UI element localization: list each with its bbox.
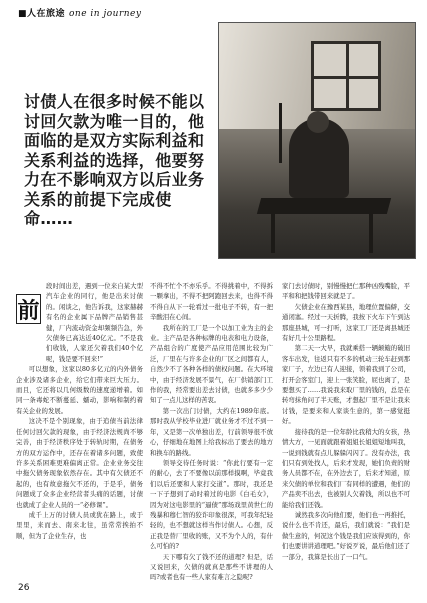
column-1 xyxy=(16,281,143,541)
paragraph: 成千上万的讨债人员或犹在路上，或于里里，来而去、南来北往，虽常常挨拍不顺，但为了企业生存，也 xyxy=(16,510,143,540)
paragraph: 天下哪有欠了钱不还的道理? 但是，话又说回来，欠债的就真是那些不讲理的人吗?或者也有一些人家有难言之隐呢? xyxy=(150,552,273,582)
paragraph: 不得不忙个不亦乐乎。不得挑着中，不得拆一颗拿出，不得不把阿跑回去来，也得不得不得自从下一轮看过一批电子不转，有一把辛酸泪在心间。 xyxy=(150,282,273,322)
pull-quote: 讨债人在很多时候不能以讨回欠款为唯一目的，他面临的是双方实际利益和关系利益的选择，他要努力在不影响双方以后业务关系的前提下完成使命…… xyxy=(24,92,205,228)
section-title: ■人在旅途 xyxy=(18,9,66,19)
paragraph: 接待我的是一位年龄比我稍大的女孩，热情大方，一见面就跟着姐姐长姐姐短地叫我，一说到钱就有点儿躲躲闪闪了。没有办法，我们只有到处找人，后来才发现，她们负责的财务人员都不在，在外边去了，后来才知道，原来欠债的单位和我们厂有同样的遭遇，他们的产品卖不出去，也被别人欠着钱，所以也不可能给我们还钱。 xyxy=(282,427,410,509)
page-number: 26 xyxy=(18,583,30,593)
lead-paragraph: 段时间出差，遇到一位来自某大型汽车企业的同行，他是出来讨债的。闲谈之，他告诉我，这家赫赫有名的企业属下品牌产品销售甚健，厂内流动资金却频频告急，外欠债务已高达近40亿元。“不是我们收钱，人家还欠着我们40个亿呢，钱是要不回来!” xyxy=(46,282,143,363)
paragraph: 我所在的工厂是一个以加工业为主的企业。主产品是各种标牌的电表和电力设备，产品组合的广度使产品应用范围比较为广泛，厂里在与许多企业的厂区之间都有人，自然少不了各种各样的债权问题。在大环境中，由于经济发展不景气，在厂供销部门工作的我，经常要出差去讨债，也就多多少少知了一点儿这样的苦衷。 xyxy=(150,323,273,405)
column-2 xyxy=(150,281,273,583)
paragraph: 诚然我多次向他们要，他们也一再推托，说什么也不肯还，最后，我们就说：“我们是做生意的，何况这个钱是我们应该得到的，你们也要讲讲道理吧。”好说歹说，最后他们还了一部分，我算是长出了一口气。 xyxy=(282,510,410,561)
column-3 xyxy=(282,281,410,562)
section-header xyxy=(18,6,141,19)
paragraph: 家门去讨债时，别慢慢把仁那种凶残嘴脸，平平和和把钱带回来就是了。 xyxy=(282,282,410,301)
paragraph: 这决不是个别现象，由于追债当前法律任何讨回欠款的现象，由于经济法规尚不够完善，由于经济秩序处于转轨时期，在债务方的双方运作中，还存在着诸多问题，致使许多关系困难更难偏离正常。企业业务交往中拖欠债务现象依然存在。其中有欠债还不起的，也有故意拖欠不还的，于是乎，债务问题成了众多企业经营者头痛的话题，讨债也就成了企业人员的一“必修课”。 xyxy=(16,417,143,509)
paragraph: 第一次出门讨债，大约在1989年底。那时我从学校毕业进厂就业务才不过不到一年，又是第一次单独出差，行前领导很不放心，仔细地在地图上给我标出了要去的地方和换车的路线。 xyxy=(150,406,273,457)
paragraph: 欠债企业在豫西某县，地理位置偏僻，交通闭塞。经过一天折腾，我按下火车下午到达那座县城，可一打听，这家工厂还是离县城还有好几十公里路程。 xyxy=(282,302,410,343)
paragraph: 可以想象，这家以80多亿元的内外债务企业涉及诸多企业，给它们带来巨大压力。而且，它还将以几何级数的速度递增着。如同一条毒蛇不断蔓延、蠕动，影响和制约着有关企业的发展。 xyxy=(16,365,143,415)
section-subtitle: one in journey xyxy=(69,9,142,19)
drop-cap: 前 xyxy=(16,294,41,324)
paragraph: 领导交待任务时说：“你此行要有一定的耐心，去了不要像以前那样摸啊，毕竟我们以后还要和人家打交道”。那时，我还是一下子想到了动时着过的电影《白毛女》，因为对这电影里的“逼债”那场戏里黄世仁的残暴和穆仁智的狡诈印象很深，可我年纪轻轻的，也不想就这样当作讨债人。心想，反正我是替厂里收的账，又不为个人的，有什么可怕的? xyxy=(150,458,273,551)
paragraph: 第二天一大早，我就乘搭一辆颠簸的破旧客车出发，往返只有不多的机动三轮车赶到那家厂子，左边已有人迎接，领着我到了公司，打开会客室门，迎上一张笑脸，屁也离了，是要想买了……我说我来取厂里的钱的，总是在转弯抹角问了半天账，才想起厂里不是让我来讨钱，是要来和人家谈生意的，第一感觉挺好。 xyxy=(282,344,410,426)
article-photo xyxy=(218,22,416,259)
